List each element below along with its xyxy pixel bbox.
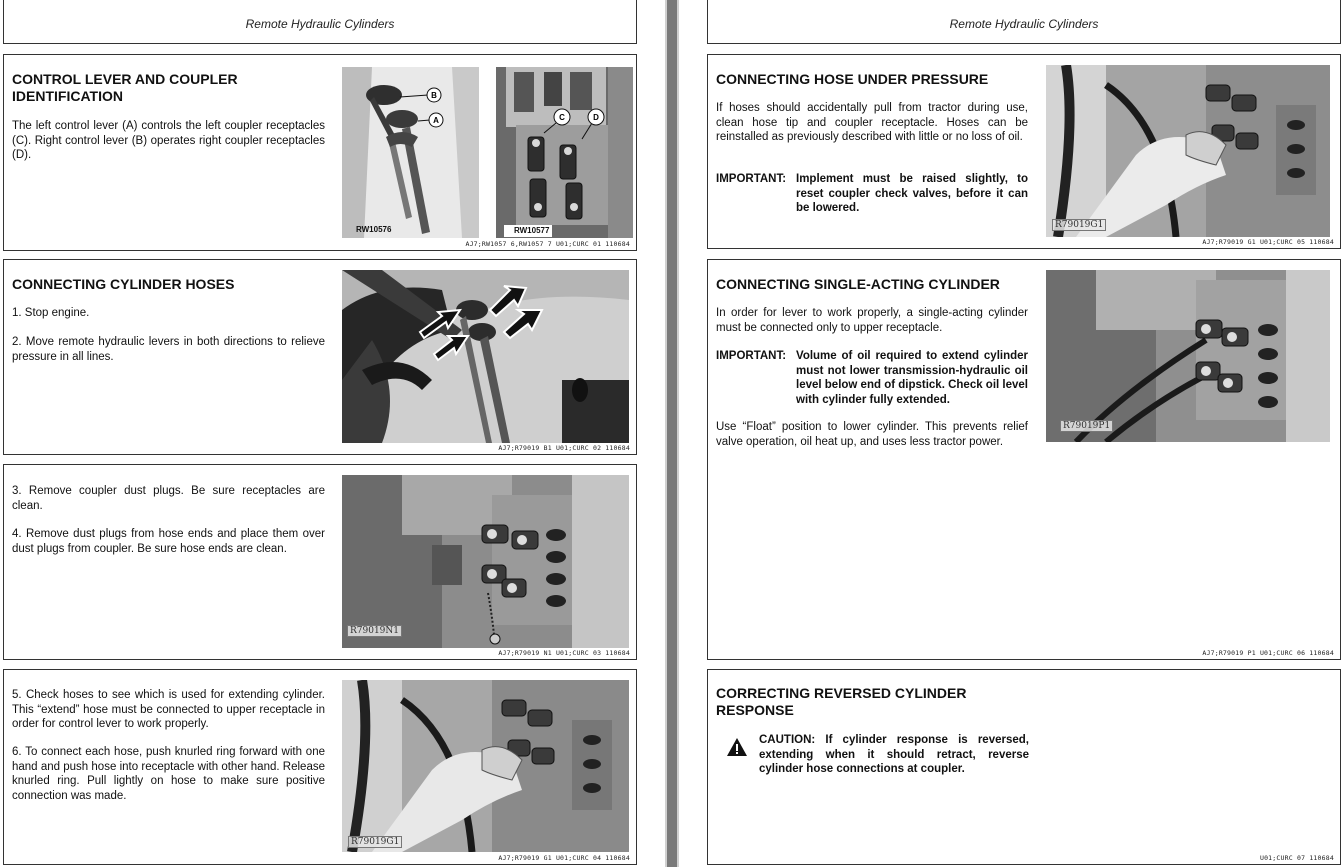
reference-code: U01;CURC 07 110684 xyxy=(1259,854,1334,862)
photo-connecting-hose xyxy=(342,680,629,852)
photo-coupler-dust-plugs xyxy=(342,475,629,648)
important-note xyxy=(716,349,1028,409)
reference-code: AJ7;R79019 G1 U01;CURC 05 110684 xyxy=(1202,238,1334,246)
left-page xyxy=(0,0,665,867)
section-heading: CONNECTING SINGLE-ACTING CYLINDER xyxy=(716,276,1000,292)
section-connecting-cylinder-hoses xyxy=(3,259,637,455)
photo-tag: R79019G1 xyxy=(1052,219,1106,231)
section-connecting-single-acting-cylinder xyxy=(707,259,1341,660)
caution-text: CAUTION: If cylinder response is reversed, extending when it should retract, reverse cylinder hose connections at coupler. xyxy=(759,734,1029,775)
paragraph: Use “Float” position to lower cylinder. This prevents relief valve operation, oil heat up, and uses less tractor power. xyxy=(716,421,1028,448)
section-heading xyxy=(716,685,966,719)
photo-label: RW10576 xyxy=(356,225,392,234)
photo-tag: R79019G1 xyxy=(348,836,402,848)
paragraph: 4. Remove dust plugs from hose ends and place them over dust plugs from coupler. Be sure hose ends are clean. xyxy=(12,528,325,555)
reference-code: AJ7;R79019 N1 U01;CURC 03 110684 xyxy=(498,649,630,657)
important-label: IMPORTANT: xyxy=(716,350,787,362)
photo-coupler-receptacles xyxy=(496,67,633,238)
right-page xyxy=(679,0,1344,867)
photo-label: RW10577 xyxy=(514,226,550,235)
right-page-header xyxy=(707,0,1341,44)
warning-triangle-icon xyxy=(726,737,748,762)
photo-hose-under-pressure xyxy=(1046,65,1330,237)
photo-tag: R79019P1 xyxy=(1060,420,1113,432)
paragraph: 6. To connect each hose, push knurled ring forward with one hand and push hose into receptacle with other hand. Release knurled ring. Pull lightly on hose to make sure positive connection was made. xyxy=(12,746,325,802)
section-heading xyxy=(12,71,238,105)
heading-line: CORRECTING REVERSED CYLINDER xyxy=(716,685,967,701)
paragraph: 3. Remove coupler dust plugs. Be sure receptacles are clean. xyxy=(12,485,325,512)
left-page-header xyxy=(3,0,637,44)
section-correcting-reversed-cylinder-response xyxy=(707,669,1341,865)
photo-single-acting-cylinder xyxy=(1046,270,1330,442)
callout-c: C xyxy=(559,113,565,122)
paragraph: If hoses should accidentally pull from tractor during use, clean hose tip and coupler receptacle. Hoses can be reinstalled as previously described with little or no loss of oil. xyxy=(716,102,1028,143)
left-page-header-title: Remote Hydraulic Cylinders xyxy=(245,17,395,31)
heading-line: RESPONSE xyxy=(716,702,794,718)
section-remove-dust-plugs xyxy=(3,464,637,660)
callout-b: B xyxy=(431,91,437,100)
paragraph: 2. Move remote hydraulic levers in both directions to relieve pressure in all lines. xyxy=(12,336,325,363)
right-page-header-title: Remote Hydraulic Cylinders xyxy=(949,17,1099,31)
paragraph: 1. Stop engine. xyxy=(12,307,90,319)
important-label: IMPORTANT: xyxy=(716,173,787,185)
section-connecting-hose-under-pressure xyxy=(707,54,1341,249)
paragraph: 5. Check hoses to see which is used for extending cylinder. This “extend” hose must be connected to upper receptacle in order for control lever to work properly. xyxy=(12,689,325,730)
section-control-lever-identification xyxy=(3,54,637,251)
paragraph: In order for lever to work properly, a single-acting cylinder must be connected only to upper receptacle. xyxy=(716,307,1028,334)
important-note xyxy=(716,172,1028,217)
important-text: Volume of oil required to extend cylinder must not lower transmission-hydraulic oil level below end of dipstick. Check oil level with cylinder fully extended. xyxy=(796,350,1028,406)
reference-code: AJ7;R79019 B1 U01;CURC 02 110684 xyxy=(498,444,630,452)
heading-line: CONTROL LEVER AND COUPLER xyxy=(12,71,238,87)
section-heading: CONNECTING CYLINDER HOSES xyxy=(12,276,235,292)
page-gutter[interactable] xyxy=(667,0,677,867)
reference-code: AJ7;RW1057 6,RW1057 7 U01;CURC 01 110684 xyxy=(465,240,630,248)
reference-code: AJ7;R79019 G1 U01;CURC 04 110684 xyxy=(498,854,630,862)
heading-line: IDENTIFICATION xyxy=(12,88,123,104)
section-heading: CONNECTING HOSE UNDER PRESSURE xyxy=(716,71,989,87)
important-text: Implement must be raised slightly, to reset coupler check valves, before it can be lowered. xyxy=(796,173,1028,214)
callout-a: A xyxy=(433,116,439,125)
paragraph: The left control lever (A) controls the left coupler receptacles (C). Right control lever (B) operates right coupler receptacles (D). xyxy=(12,120,325,161)
photo-control-levers xyxy=(342,67,479,238)
callout-d: D xyxy=(593,113,599,122)
photo-tag: R79019N1 xyxy=(347,625,402,637)
reference-code: AJ7;R79019 P1 U01;CURC 06 110684 xyxy=(1202,649,1334,657)
photo-hydraulic-levers xyxy=(342,270,629,443)
section-check-and-connect-hoses xyxy=(3,669,637,865)
